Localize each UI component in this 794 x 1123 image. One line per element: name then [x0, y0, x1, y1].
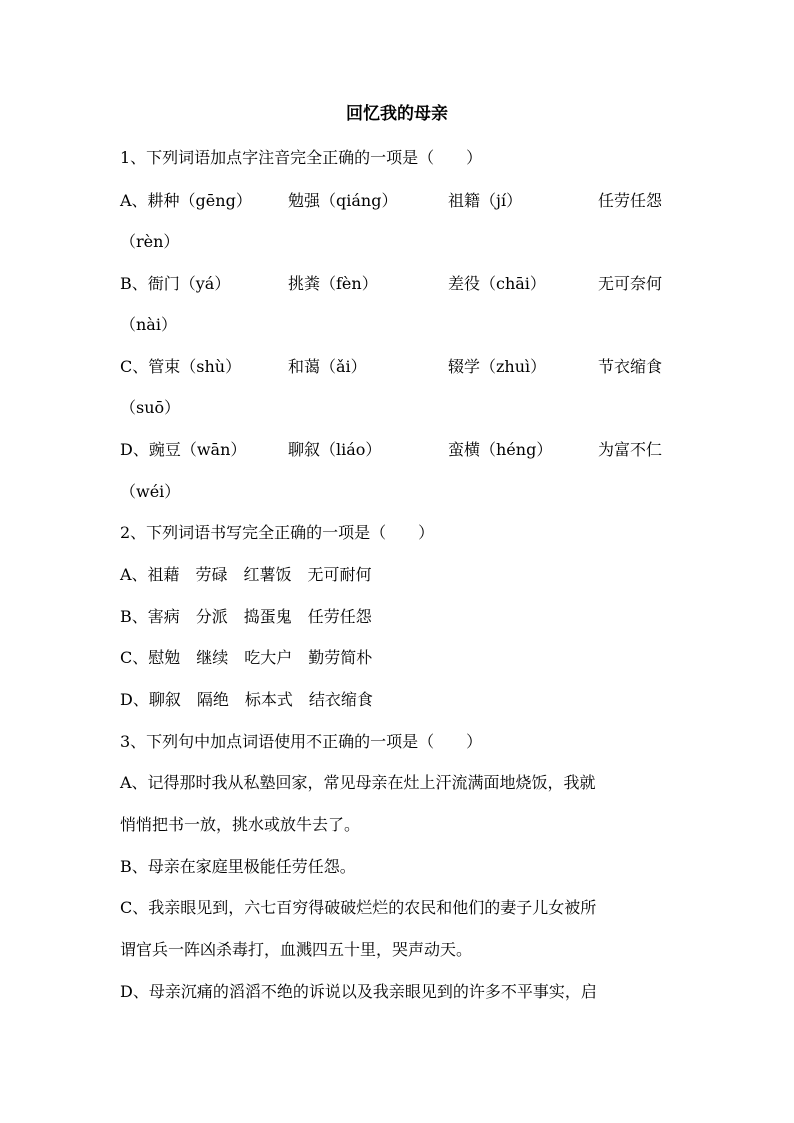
option-term: 蛮横（héng）	[448, 440, 553, 459]
option-continuation: （rèn）	[120, 232, 180, 251]
option-term: 和蔼（ǎi）	[288, 357, 367, 376]
option-term: 聊叙（liáo）	[288, 440, 382, 459]
option-term: 祖籍（jí）	[448, 191, 523, 210]
question-3-text-line: C、我亲眼见到，六七百穷得破破烂烂的农民和他们的妻子儿女被所	[120, 898, 597, 917]
question-2-option-a: A、祖藉 劳碌 红薯饭 无可耐何	[120, 565, 372, 584]
question-3-stem: 3、下列句中加点词语使用不正确的一项是（ ）	[120, 732, 483, 751]
question-1-option-d	[120, 438, 680, 462]
option-continuation: （nài）	[120, 315, 177, 334]
option-term: 辍学（zhuì）	[448, 357, 547, 376]
option-term: 任劳任怨	[598, 191, 663, 210]
option-term: C、管束（shù）	[120, 357, 242, 376]
question-1-option-b	[120, 272, 680, 296]
document-title: 回忆我的母亲	[346, 104, 448, 124]
option-term: 为富不仁	[598, 440, 663, 459]
option-term: D、豌豆（wān）	[120, 440, 247, 459]
question-3-text-line: D、母亲沉痛的滔滔不绝的诉说以及我亲眼见到的许多不平事实，启	[120, 982, 597, 1001]
question-1-option-c	[120, 355, 680, 379]
question-3-text-line: A、记得那时我从私塾回家，常见母亲在灶上汗流满面地烧饭，我就	[120, 773, 596, 792]
option-term: 挑粪（fèn）	[288, 274, 378, 293]
option-term: 勉强（qiáng）	[288, 191, 398, 210]
question-3-text-line: 谓官兵一阵凶杀毒打，血溅四五十里，哭声动天。	[120, 940, 473, 959]
question-2-option-b: B、害病 分派 捣蛋鬼 任劳任怨	[120, 607, 372, 626]
question-3-text-line: B、母亲在家庭里极能任劳任怨。	[120, 857, 356, 876]
question-2-option-c: C、慰勉 继续 吃大户 勤劳简朴	[120, 648, 373, 667]
option-term: 无可奈何	[598, 274, 663, 293]
option-term: 差役（chāi）	[448, 274, 546, 293]
option-term: 节衣缩食	[598, 357, 663, 376]
option-term: B、衙门（yá）	[120, 274, 231, 293]
option-continuation: （wéi）	[120, 482, 181, 501]
option-continuation: （suō）	[120, 398, 181, 417]
question-2-stem: 2、下列词语书写完全正确的一项是（ ）	[120, 523, 435, 542]
option-term: A、耕种（gēng）	[120, 191, 252, 210]
question-1-stem: 1、下列词语加点字注音完全正确的一项是（ ）	[120, 148, 483, 167]
question-1-option-a	[120, 189, 680, 213]
question-2-option-d: D、聊叙 隔绝 标本式 结衣缩食	[120, 690, 373, 709]
question-3-text-line: 悄悄把书一放，挑水或放牛去了。	[120, 815, 361, 834]
